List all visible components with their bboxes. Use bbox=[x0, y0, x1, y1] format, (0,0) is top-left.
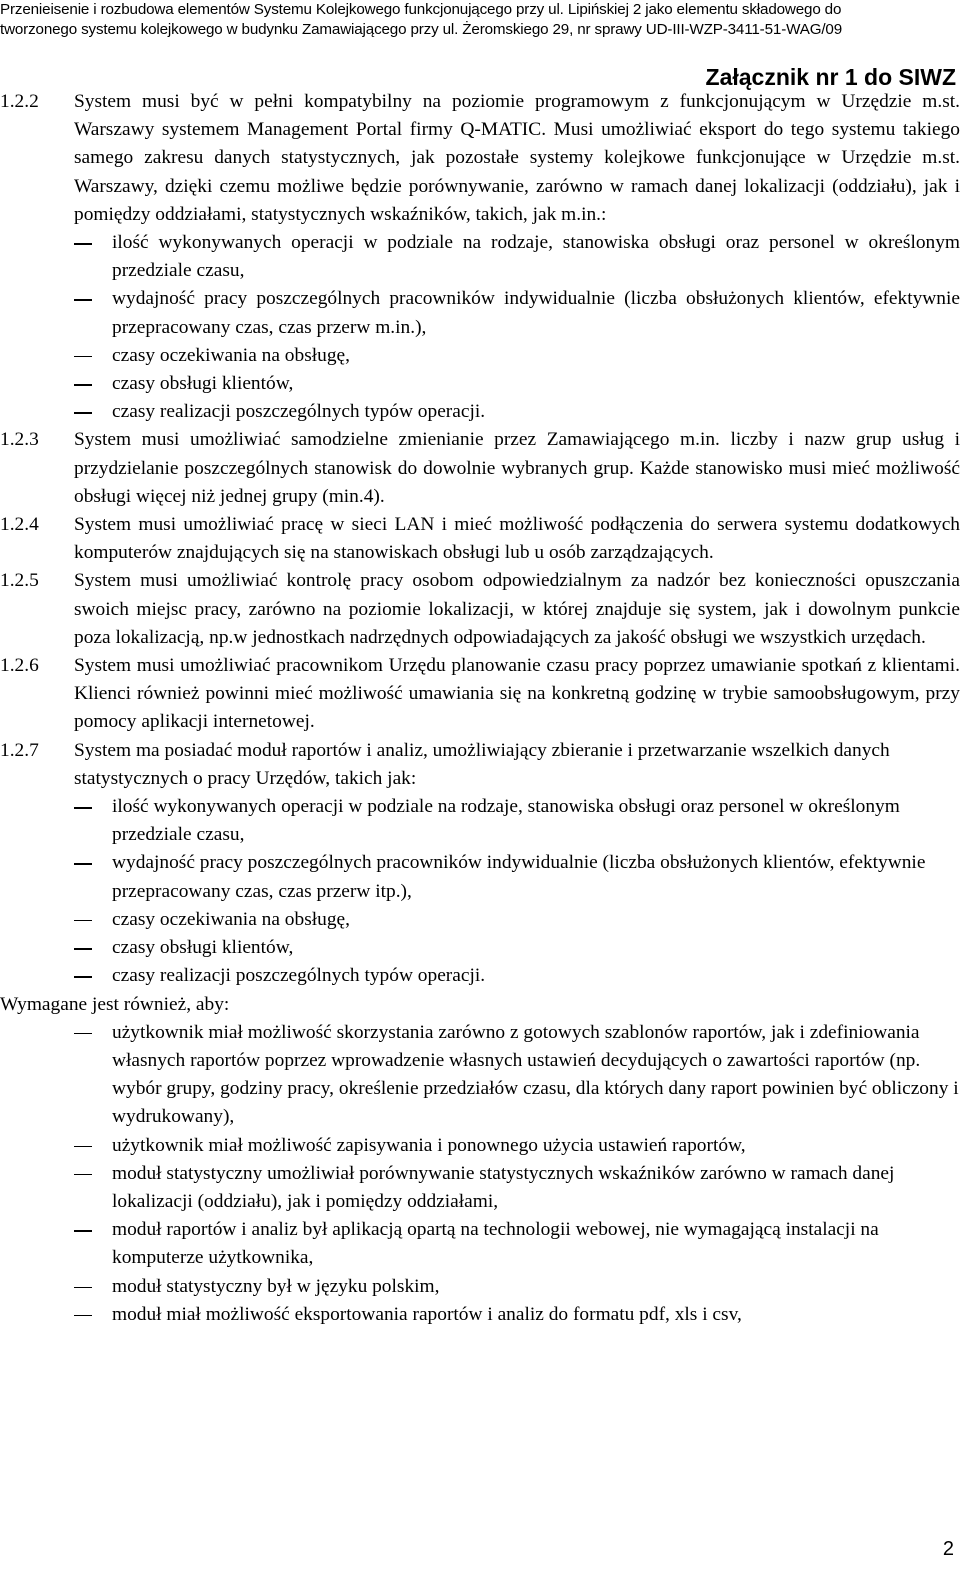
item-number: 1.2.3 bbox=[0, 429, 39, 451]
requirements-intro: Wymagane jest również, aby: bbox=[0, 993, 230, 1015]
item-1-2-5 bbox=[0, 567, 960, 652]
item-1-2-3 bbox=[0, 426, 960, 511]
dash-icon bbox=[74, 1146, 92, 1148]
list-item: czasy realizacji poszczególnych typów operacji. bbox=[74, 962, 960, 990]
item-1-2-6 bbox=[0, 652, 960, 737]
item-text: System musi umożliwiać pracę w sieci LAN i mieć możliwość podłączenia do serwera systemu dodatkowych komputerów znajdujących się na stanowiskach obsługi lub u osób zarządzających. bbox=[74, 514, 960, 564]
item-number: 1.2.6 bbox=[0, 655, 39, 677]
item-text: System ma posiadać moduł raportów i analiz, umożliwiający zbieranie i przetwarzanie wszelkich danych statystycznych o pracy Urzędów, takich jak: bbox=[74, 739, 890, 789]
item-1-2-4 bbox=[0, 511, 960, 567]
list-item: użytkownik miał możliwość zapisywania i ponownego użycia ustawień raportów, bbox=[74, 1132, 960, 1160]
list-item: wydajność pracy poszczególnych pracowników indywidualnie (liczba obsłużonych klientów, efektywnie przepracowany czas, czas przerw m.in.), bbox=[74, 285, 960, 341]
list-item: czasy realizacji poszczególnych typów operacji. bbox=[74, 398, 960, 426]
dash-icon bbox=[74, 863, 92, 865]
list-item: ilość wykonywanych operacji w podziale na rodzaje, stanowiska obsługi oraz personel w określonym przedziale czasu, bbox=[74, 793, 960, 849]
page-header bbox=[0, 0, 960, 40]
dash-icon bbox=[74, 356, 92, 358]
dash-icon bbox=[74, 243, 92, 245]
requirements-section bbox=[0, 991, 960, 1329]
list-item: czasy obsługi klientów, bbox=[74, 370, 960, 398]
item-1-2-2 bbox=[0, 88, 960, 426]
item-text: System musi być w pełni kompatybilny na poziomie programowym z funkcjonującym w Urzędzie m.st. Warszawy systemem Management Portal firmy Q-MATIC. Musi umożliwiać eksport do tego systemu takiego samego zakresu danych statystycznych, jak pozostałe systemy kolejkowe funkcjonujące w Urzędzie m.st. Warszawy, dzięki czemu możliwe będzie porównywanie, zarówno w ramach danej lokalizacji (oddziału), jak i pomiędzy oddziałami, statystycznych wskaźników, takich, jak m.in.: bbox=[74, 91, 960, 225]
annex-title: Załącznik nr 1 do SIWZ bbox=[705, 64, 956, 90]
list-item: moduł miał możliwość eksportowania raportów i analiz do formatu pdf, xls i csv, bbox=[74, 1301, 960, 1329]
list-item: użytkownik miał możliwość skorzystania zarówno z gotowych szablonów raportów, jak i zdefiniowania własnych raportów poprzez wprowadzenie własnych ustawień decydujących o zawartości raportów (np. wybór grupy, godziny pracy, określenie przedziałów czasu, dla których dany raport powinien być obliczony i wydrukowany), bbox=[74, 1019, 960, 1132]
bullet-list bbox=[74, 229, 960, 426]
item-number: 1.2.2 bbox=[0, 91, 39, 112]
list-item: czasy obsługi klientów, bbox=[74, 934, 960, 962]
list-item: moduł statystyczny był w języku polskim, bbox=[74, 1273, 960, 1301]
list-item: moduł raportów i analiz był aplikacją opartą na technologii webowej, nie wymagającą instalacji na komputerze użytkownika, bbox=[74, 1216, 960, 1272]
item-1-2-7 bbox=[0, 737, 960, 991]
list-item: ilość wykonywanych operacji w podziale na rodzaje, stanowiska obsługi oraz personel w określonym przedziale czasu, bbox=[74, 229, 960, 285]
dash-icon bbox=[74, 412, 92, 414]
item-number: 1.2.4 bbox=[0, 514, 39, 536]
header-line-1: Przenieisenie i rozbudowa elementów Systemu Kolejkowego funkcjonującego przy ul. Lipińskiej 2 jako elementu składowego do bbox=[0, 1, 842, 18]
list-item: wydajność pracy poszczególnych pracowników indywidualnie (liczba obsłużonych klientów, efektywnie przepracowany czas, czas przerw itp.), bbox=[74, 849, 960, 905]
dash-icon bbox=[74, 976, 92, 978]
list-item: czasy oczekiwania na obsługę, bbox=[74, 906, 960, 934]
page-number: 2 bbox=[942, 1538, 954, 1560]
dash-icon bbox=[74, 920, 92, 922]
bullet-list bbox=[74, 793, 960, 990]
item-text: System musi umożliwiać kontrolę pracy osobom odpowiedzialnym za nadzór bez konieczności opuszczania swoich miejsc pracy, zarówno na poziomie lokalizacji, w której znajduje się system, jak i dowolnym punkcie poza lokalizacją, np.w jednostkach nadrzędnych odpowiadających za jakość obsługi we wszystkich urzędach. bbox=[74, 570, 960, 648]
document-body bbox=[0, 60, 960, 1329]
item-text: System musi umożliwiać pracownikom Urzędu planowanie czasu pracy poprzez umawianie spotkań z klientami. Klienci również powinni mieć możliwość umawiania się na konkretną godzinę w trybie samoobsługowym, przy pomocy aplikacji internetowej. bbox=[74, 655, 960, 733]
dash-icon bbox=[74, 1287, 92, 1289]
dash-icon bbox=[74, 1174, 92, 1176]
bullet-list bbox=[0, 1019, 960, 1329]
dash-icon bbox=[74, 948, 92, 950]
dash-icon bbox=[74, 299, 92, 301]
list-item: czasy oczekiwania na obsługę, bbox=[74, 342, 960, 370]
item-number: 1.2.5 bbox=[0, 570, 39, 592]
list-item: moduł statystyczny umożliwiał porównywanie statystycznych wskaźników zarówno w ramach danej lokalizacji (oddziału), jak i pomiędzy oddziałami, bbox=[74, 1160, 960, 1216]
dash-icon bbox=[74, 1315, 92, 1317]
header-line-2: tworzonego systemu kolejkowego w budynku Zamawiającego przy ul. Żeromskiego 29, nr sprawy UD-III-WZP-3411-51-WAG/09 bbox=[0, 21, 843, 38]
dash-icon bbox=[74, 807, 92, 809]
dash-icon bbox=[74, 1033, 92, 1035]
dash-icon bbox=[74, 1230, 92, 1232]
item-text: System musi umożliwiać samodzielne zmienianie przez Zamawiającego m.in. liczby i nazw grup usług i przydzielanie poszczególnych stanowisk do dowolnie wybranych grup. Każde stanowisko musi mieć możliwość obsługi więcej niż jednej grupy (min.4). bbox=[74, 429, 960, 507]
item-number: 1.2.7 bbox=[0, 739, 39, 761]
dash-icon bbox=[74, 384, 92, 386]
